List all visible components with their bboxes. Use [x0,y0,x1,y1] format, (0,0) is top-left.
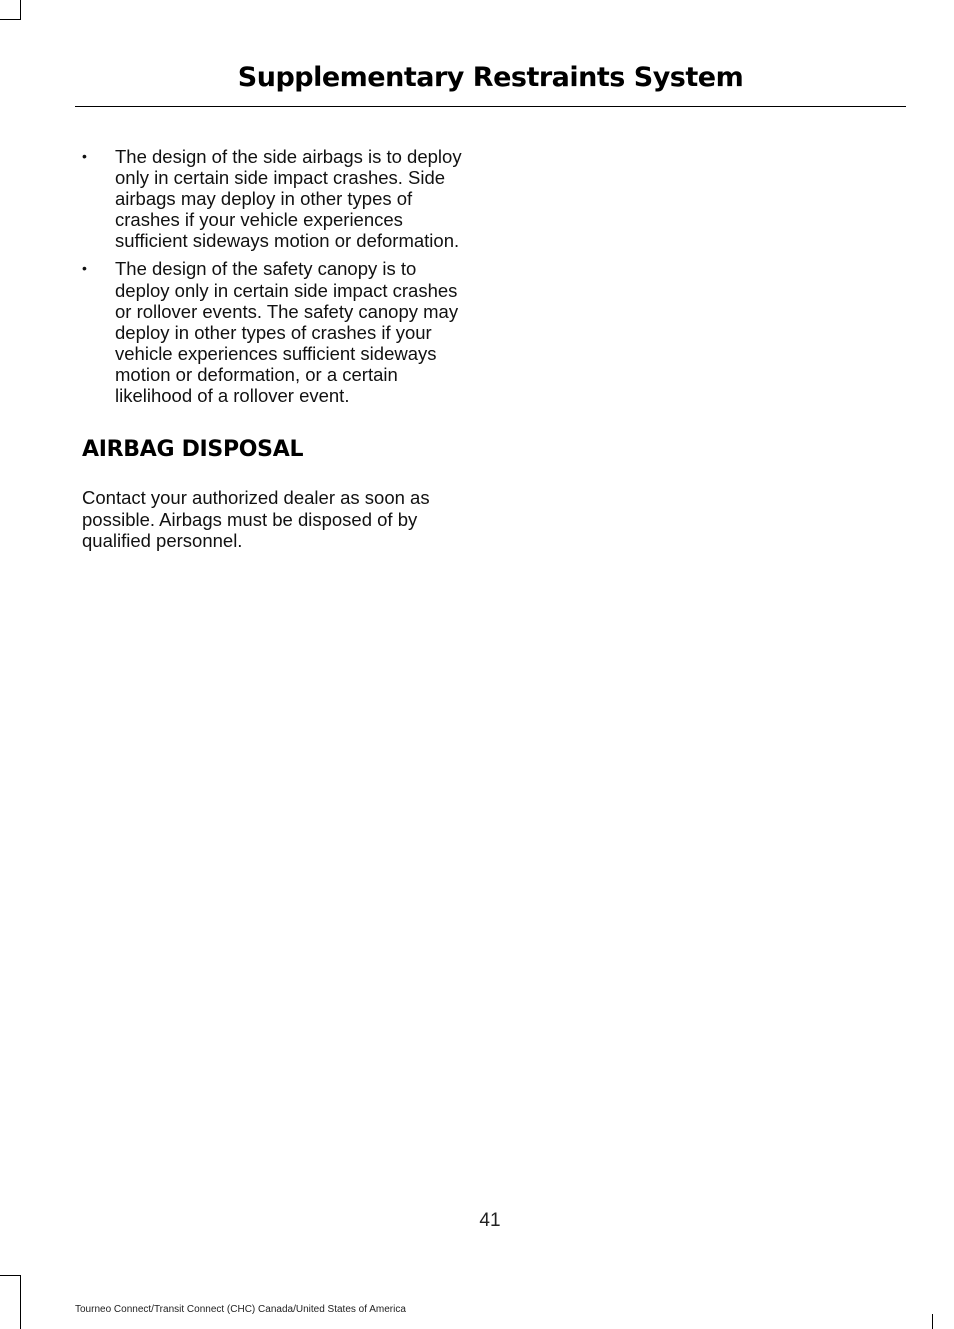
list-item [82,258,474,406]
bullet-marker: • [82,260,87,277]
bullet-marker: • [82,148,87,164]
crop-mark-top-left-vertical [20,0,21,19]
footer-text: Tourneo Connect/Transit Connect (CHC) Canada/United States of America [75,1304,406,1315]
section-heading: AIRBAG DISPOSAL [82,437,304,463]
section-paragraph: Contact your authorized dealer as soon as possible. Airbags must be disposed of by qualified personnel. [82,487,430,552]
crop-mark-top-left-horizontal [0,19,21,20]
page-number: 41 [479,1210,501,1231]
page-title: Supplementary Restraints System [237,62,744,93]
crop-mark-bottom-left-tick [20,1314,21,1329]
crop-mark-bottom-left-horizontal [0,1275,21,1276]
main-column [82,146,474,552]
list-item-text: The design of the safety canopy is to deploy only in certain side impact crashes or rollover events. The safety canopy may deploy in other types of crashes if your vehicle experiences sufficient sideways motion or deformation, or a certain likelihood of a rollover event. [115,258,459,407]
bullet-list [82,146,474,406]
list-item-text: The design of the side airbags is to deploy only in certain side impact crashes. Side airbags may deploy in other types of crashes if your vehicle experiences sufficient sideways motion or deformation. [115,146,462,252]
title-divider [75,106,906,107]
list-item [82,146,474,251]
crop-mark-bottom-right-tick [932,1314,933,1329]
